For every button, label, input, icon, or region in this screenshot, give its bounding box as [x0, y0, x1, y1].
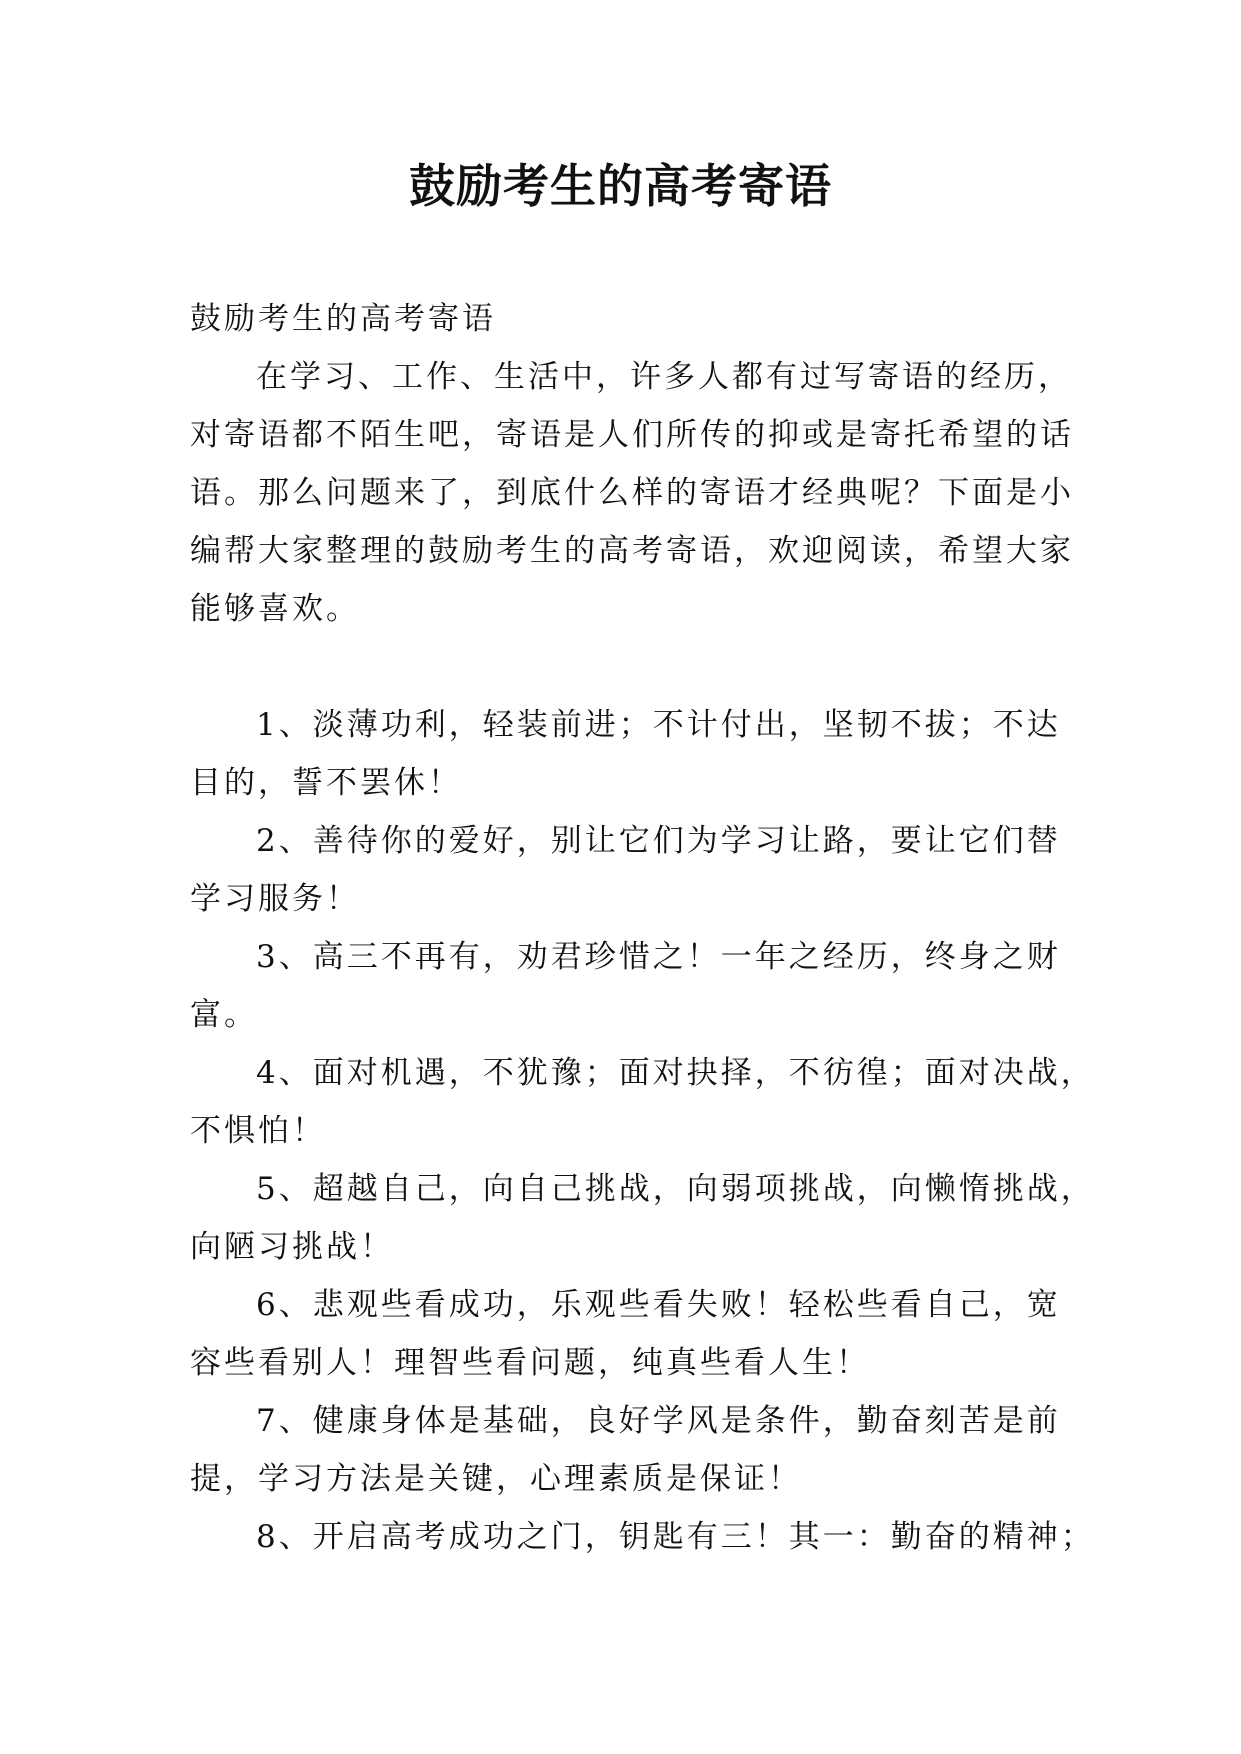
intro-line: 在学习、工作、生活中，许多人都有过写寄语的经历， — [256, 359, 1072, 395]
subtitle-line: 鼓励考生的高考寄语 — [190, 301, 496, 337]
paragraph-spacer — [190, 638, 1060, 696]
list-item-line: 学习服务！ — [190, 881, 360, 917]
list-item-line: 2、善待你的爱好，别让它们为学习让路，要让它们替 — [256, 823, 1061, 859]
list-item-line: 不惧怕！ — [190, 1113, 326, 1149]
intro-line: 能够喜欢。 — [190, 591, 360, 627]
list-item-line: 向陋习挑战！ — [190, 1229, 394, 1265]
list-item-line: 提，学习方法是关键，心理素质是保证！ — [190, 1461, 802, 1497]
intro-line: 对寄语都不陌生吧，寄语是人们所传的抑或是寄托希望的话 — [190, 417, 1074, 453]
document-title: 鼓励考生的高考寄语 — [409, 159, 832, 213]
list-item-line: 8、开启高考成功之门，钥匙有三！其一：勤奋的精神； — [256, 1519, 1095, 1555]
list-item-line: 1、淡薄功利，轻装前进；不计付出，坚韧不拔；不达 — [256, 707, 1061, 743]
document-body — [190, 290, 1095, 1566]
list-item-line: 富。 — [190, 997, 258, 1033]
list-item-line: 容些看别人！理智些看问题，纯真些看人生！ — [190, 1345, 870, 1381]
list-item-line: 6、悲观些看成功，乐观些看失败！轻松些看自己，宽 — [256, 1287, 1061, 1323]
list-item-line: 4、面对机遇，不犹豫；面对抉择，不彷徨；面对决战， — [256, 1055, 1095, 1091]
list-item-line: 3、高三不再有，劝君珍惜之！一年之经历，终身之财 — [256, 939, 1061, 975]
list-item-line: 5、超越自己，向自己挑战，向弱项挑战，向懒惰挑战， — [256, 1171, 1095, 1207]
intro-line: 语。那么问题来了，到底什么样的寄语才经典呢？下面是小 — [190, 475, 1074, 511]
list-item-line: 7、健康身体是基础，良好学风是条件，勤奋刻苦是前 — [256, 1403, 1061, 1439]
list-item-line: 目的，誓不罢休！ — [190, 765, 462, 801]
intro-line: 编帮大家整理的鼓励考生的高考寄语，欢迎阅读，希望大家 — [190, 533, 1074, 569]
